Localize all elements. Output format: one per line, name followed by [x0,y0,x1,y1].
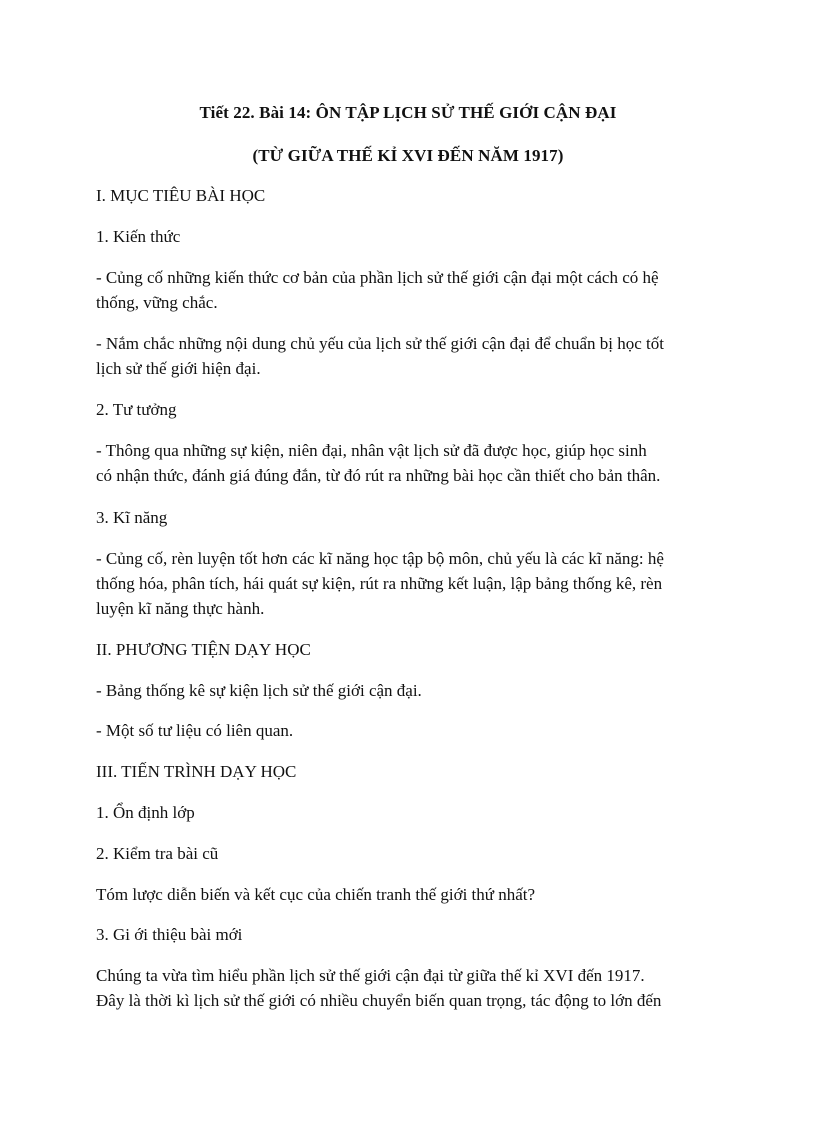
subheading-skills: 3. Kĩ năng [96,508,168,527]
section-heading-procedure: III. TIẾN TRÌNH DẠY HỌC [96,762,297,781]
paragraph-line: - Nắm chắc những nội dung chủ yếu của lịch sử thế giới cận đại để chuẩn bị học tốt [96,334,664,353]
paragraph-line: - Củng cố những kiến thức cơ bản của phần lịch sử thế giới cận đại một cách có hệ [96,268,659,287]
subheading-attitude: 2. Tư tưởng [96,400,177,419]
subheading-introduction: 3. Gi ới thiệu bài mới [96,925,243,944]
paragraph-line: thống, vững chắc. [96,293,218,312]
paragraph-line: - Bảng thống kê sự kiện lịch sử thế giới cận đại. [96,681,422,700]
subheading-class-setup: 1. Ổn định lớp [96,803,195,822]
paragraph-line: - Củng cố, rèn luyện tốt hơn các kĩ năng học tập bộ môn, chủ yếu là các kĩ năng: hệ [96,549,664,568]
subheading-review: 2. Kiểm tra bài cũ [96,844,219,863]
paragraph-line: Đây là thời kì lịch sử thế giới có nhiều chuyển biến quan trọng, tác động to lớn đến [96,991,662,1010]
paragraph-line: có nhận thức, đánh giá đúng đắn, từ đó rút ra những bài học cần thiết cho bản thân. [96,466,661,485]
section-heading-objectives: I. MỤC TIÊU BÀI HỌC [96,186,266,205]
paragraph-line: lịch sử thế giới hiện đại. [96,359,261,378]
paragraph-line: - Thông qua những sự kiện, niên đại, nhân vật lịch sử đã được học, giúp học sinh [96,441,647,460]
paragraph-line: luyện kĩ năng thực hành. [96,599,265,618]
paragraph-line: Chúng ta vừa tìm hiểu phần lịch sử thế giới cận đại từ giữa thế kỉ XVI đến 1917. [96,966,645,985]
paragraph-line: - Một số tư liệu có liên quan. [96,721,294,740]
lesson-title: Tiết 22. Bài 14: ÔN TẬP LỊCH SỬ THẾ GIỚI CẬN ĐẠI [199,103,617,122]
paragraph-line: thống hóa, phân tích, hái quát sự kiện, rút ra những kết luận, lập bảng thống kê, rèn [96,574,663,593]
subheading-knowledge: 1. Kiến thức [96,227,181,246]
section-heading-materials: II. PHƯƠNG TIỆN DẠY HỌC [96,640,311,659]
lesson-subtitle: (TỪ GIỮA THẾ KỈ XVI ĐẾN NĂM 1917) [252,146,564,165]
paragraph-line: Tóm lược diễn biến và kết cục của chiến tranh thế giới thứ nhất? [96,885,536,904]
